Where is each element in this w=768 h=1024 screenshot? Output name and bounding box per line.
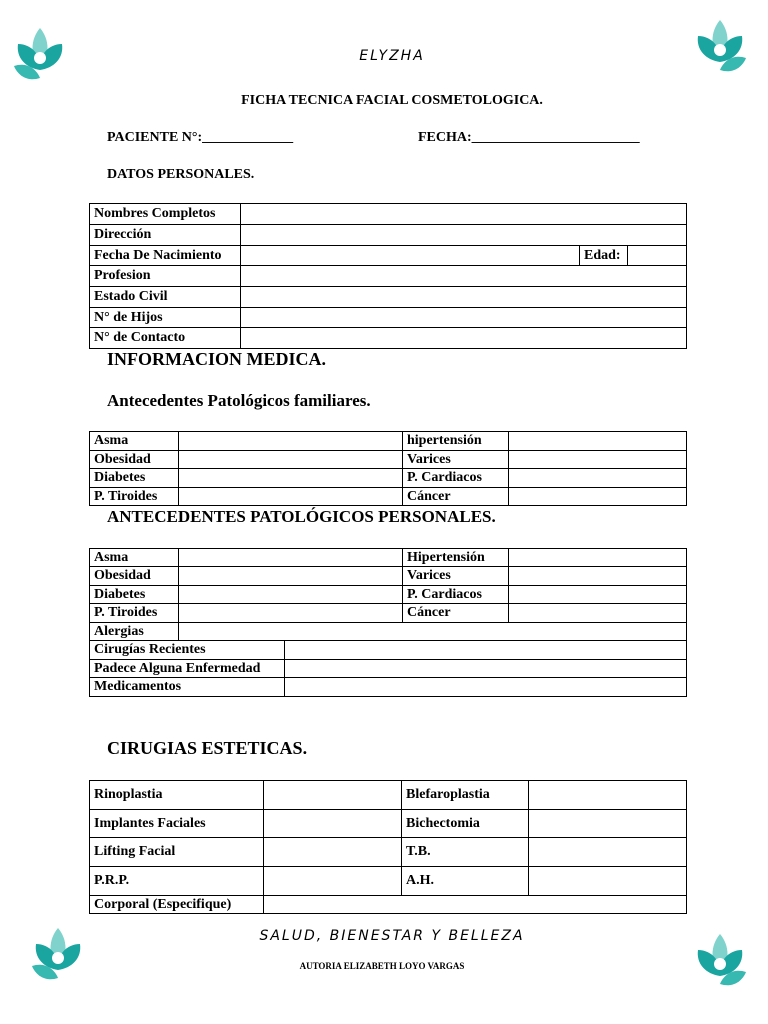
input-cell[interactable] bbox=[179, 488, 403, 506]
condition-label: Cáncer bbox=[403, 488, 509, 506]
condition-label: Cáncer bbox=[403, 604, 509, 623]
table-row bbox=[90, 287, 687, 308]
aesthetic-surgery-table bbox=[89, 780, 687, 914]
input-cell[interactable] bbox=[529, 838, 687, 867]
row-label: Medicamentos bbox=[90, 678, 285, 697]
condition-label: P. Tiroides bbox=[90, 488, 179, 506]
table-row bbox=[90, 678, 687, 697]
condition-label: Obesidad bbox=[90, 451, 179, 469]
surgery-label: P.R.P. bbox=[90, 867, 264, 896]
input-cell[interactable] bbox=[241, 308, 687, 328]
table-row bbox=[90, 567, 687, 586]
input-cell[interactable] bbox=[509, 567, 687, 586]
input-cell[interactable] bbox=[509, 549, 687, 567]
condition-label: P. Tiroides bbox=[90, 604, 179, 623]
input-cell[interactable] bbox=[179, 604, 403, 623]
surgery-label: Implantes Faciales bbox=[90, 810, 264, 838]
condition-label: Asma bbox=[90, 549, 179, 567]
surgery-label: Blefaroplastia bbox=[402, 781, 529, 810]
family-history-heading: Antecedentes Patológicos familiares. bbox=[107, 391, 371, 410]
table-row bbox=[90, 204, 687, 225]
lotus-logo-icon bbox=[690, 14, 750, 78]
input-cell[interactable] bbox=[179, 586, 403, 604]
patient-number-field[interactable]: PACIENTE N°:_____________ bbox=[107, 130, 294, 145]
condition-label: P. Cardiacos bbox=[403, 586, 509, 604]
table-row bbox=[90, 308, 687, 328]
personal-history-heading: ANTECEDENTES PATOLÓGICOS PERSONALES. bbox=[107, 507, 496, 526]
corporal-label: Corporal (Especifique) bbox=[90, 896, 264, 914]
document-title: FICHA TECNICA FACIAL COSMETOLOGICA. bbox=[241, 93, 543, 108]
surgery-label: Bichectomia bbox=[402, 810, 529, 838]
family-history-table bbox=[89, 431, 687, 506]
input-cell[interactable] bbox=[509, 604, 687, 623]
condition-label: Hipertensión bbox=[403, 549, 509, 567]
age-label: Edad: bbox=[580, 246, 628, 266]
table-row bbox=[90, 549, 687, 567]
row-label: N° de Contacto bbox=[90, 328, 241, 349]
condition-label: Diabetes bbox=[90, 586, 179, 604]
input-cell[interactable] bbox=[241, 246, 580, 266]
table-row bbox=[90, 246, 687, 266]
allergies-label: Alergias bbox=[90, 623, 179, 641]
input-cell[interactable] bbox=[264, 810, 402, 838]
input-cell[interactable] bbox=[509, 451, 687, 469]
brand-name: ELYZHA bbox=[359, 48, 425, 64]
input-cell[interactable] bbox=[241, 204, 687, 225]
table-row bbox=[90, 225, 687, 246]
row-label: Estado Civil bbox=[90, 287, 241, 308]
slogan: SALUD, BIENESTAR Y BELLEZA bbox=[259, 928, 525, 944]
condition-label: Varices bbox=[403, 451, 509, 469]
input-cell[interactable] bbox=[179, 451, 403, 469]
table-row bbox=[90, 604, 687, 623]
author-credit: AUTORIA ELIZABETH LOYO VARGAS bbox=[299, 961, 465, 971]
condition-label: Obesidad bbox=[90, 567, 179, 586]
input-cell[interactable] bbox=[241, 287, 687, 308]
table-row bbox=[90, 838, 687, 867]
table-row bbox=[90, 810, 687, 838]
personal-data-heading: DATOS PERSONALES. bbox=[107, 167, 255, 182]
input-cell[interactable] bbox=[264, 781, 402, 810]
input-cell[interactable] bbox=[179, 549, 403, 567]
input-cell[interactable] bbox=[264, 838, 402, 867]
table-row bbox=[90, 488, 687, 506]
surgery-label: Lifting Facial bbox=[90, 838, 264, 867]
date-field[interactable]: FECHA:________________________ bbox=[418, 130, 640, 145]
input-cell[interactable] bbox=[179, 432, 403, 451]
aesthetic-surgery-heading: CIRUGIAS ESTETICAS. bbox=[107, 738, 308, 758]
input-cell[interactable] bbox=[241, 266, 687, 287]
row-label: Cirugías Recientes bbox=[90, 641, 285, 660]
table-row bbox=[90, 451, 687, 469]
row-label: Dirección bbox=[90, 225, 241, 246]
condition-label: Varices bbox=[403, 567, 509, 586]
input-cell[interactable] bbox=[509, 432, 687, 451]
table-row bbox=[90, 623, 687, 641]
input-cell[interactable] bbox=[509, 469, 687, 488]
input-cell[interactable] bbox=[179, 469, 403, 488]
surgery-label: Rinoplastia bbox=[90, 781, 264, 810]
input-cell[interactable] bbox=[529, 781, 687, 810]
table-row bbox=[90, 586, 687, 604]
condition-label: P. Cardiacos bbox=[403, 469, 509, 488]
condition-label: hipertensión bbox=[403, 432, 509, 451]
table-row bbox=[90, 641, 687, 660]
input-cell[interactable] bbox=[264, 896, 687, 914]
personal-history-table bbox=[89, 548, 687, 697]
input-cell[interactable] bbox=[509, 488, 687, 506]
input-cell[interactable] bbox=[509, 586, 687, 604]
input-cell[interactable] bbox=[241, 328, 687, 349]
table-row bbox=[90, 867, 687, 896]
input-cell[interactable] bbox=[529, 810, 687, 838]
row-label: Padece Alguna Enfermedad bbox=[90, 660, 285, 678]
row-label: N° de Hijos bbox=[90, 308, 241, 328]
row-label: Nombres Completos bbox=[90, 204, 241, 225]
input-cell[interactable] bbox=[179, 623, 687, 641]
input-cell[interactable] bbox=[179, 567, 403, 586]
condition-label: Diabetes bbox=[90, 469, 179, 488]
table-row bbox=[90, 896, 687, 914]
input-cell[interactable] bbox=[264, 867, 402, 896]
input-cell[interactable] bbox=[529, 867, 687, 896]
table-row bbox=[90, 328, 687, 349]
age-input-cell[interactable] bbox=[628, 246, 687, 266]
row-label: Fecha De Nacimiento bbox=[90, 246, 241, 266]
input-cell[interactable] bbox=[285, 678, 687, 697]
medical-info-heading: INFORMACION MEDICA. bbox=[107, 349, 326, 369]
personal-data-table bbox=[89, 203, 687, 349]
row-label: Profesion bbox=[90, 266, 241, 287]
input-cell[interactable] bbox=[285, 660, 687, 678]
surgery-label: A.H. bbox=[402, 867, 529, 896]
table-row bbox=[90, 266, 687, 287]
condition-label: Asma bbox=[90, 432, 179, 451]
input-cell[interactable] bbox=[285, 641, 687, 660]
table-row bbox=[90, 432, 687, 451]
table-row bbox=[90, 469, 687, 488]
table-row bbox=[90, 660, 687, 678]
input-cell[interactable] bbox=[241, 225, 687, 246]
table-row bbox=[90, 781, 687, 810]
surgery-label: T.B. bbox=[402, 838, 529, 867]
